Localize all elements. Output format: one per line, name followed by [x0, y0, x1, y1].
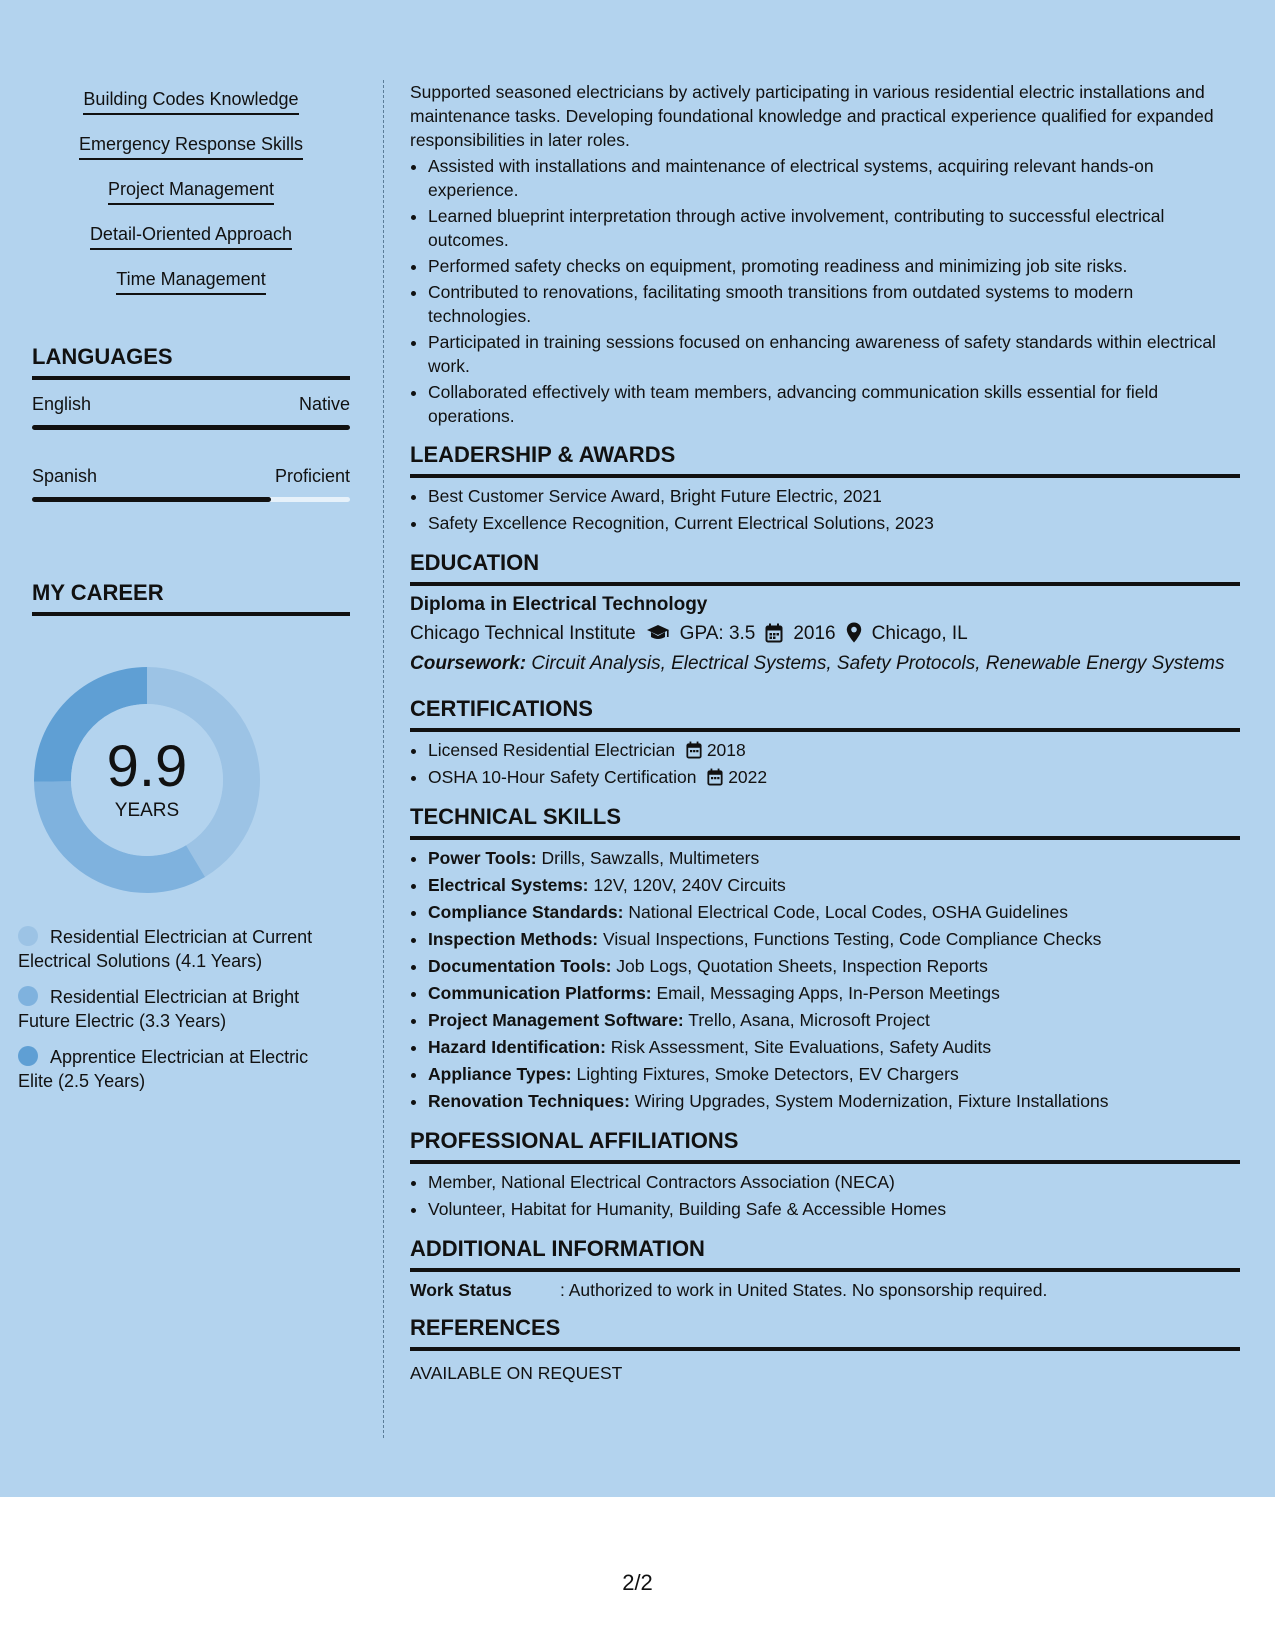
legend-dot-icon — [18, 986, 38, 1006]
experience-bullet: • Learned blueprint interpretation through active involvement, contributing to successful electrical outcomes. — [428, 204, 1240, 252]
left-column — [32, 80, 350, 616]
technical-skill-item — [428, 1089, 1240, 1114]
references-section — [410, 1315, 1240, 1385]
page-number: 2/2 — [622, 1570, 653, 1595]
experience-bullet: • Collaborated effectively with team members, advancing communication skills essential for field operations. — [428, 380, 1240, 428]
technical-skill-item — [428, 846, 1240, 871]
language-name: English — [32, 394, 92, 414]
experience-bullet: • Participated in training sessions focused on enhancing awareness of safety standards within electrical work. — [428, 330, 1240, 378]
location-pin-icon — [846, 622, 862, 646]
technical-skill-item — [428, 1035, 1240, 1060]
education-section — [410, 550, 1240, 676]
legend-dot-icon — [18, 926, 38, 946]
affiliations-section — [410, 1128, 1240, 1222]
technical-skill-item — [428, 1008, 1240, 1033]
technical-skills-section — [410, 804, 1240, 1114]
affiliation-item: • Volunteer, Habitat for Humanity, Building Safe & Accessible Homes — [428, 1197, 1240, 1222]
skill-item: Emergency Response Skills — [79, 133, 303, 160]
affiliations-heading: PROFESSIONAL AFFILIATIONS — [410, 1128, 1240, 1164]
education-gpa: GPA: 3.5 — [679, 623, 756, 644]
affiliation-item: • Member, National Electrical Contractors Association (NECA) — [428, 1170, 1240, 1195]
experience-bullet: • Performed safety checks on equipment, promoting readiness and minimizing job site risks. — [428, 254, 1240, 278]
technical-skill-value: 12V, 120V, 240V Circuits — [588, 875, 786, 895]
calendar-icon — [686, 740, 707, 760]
technical-skill-item — [428, 1062, 1240, 1087]
additional-info-heading: ADDITIONAL INFORMATION — [410, 1236, 1240, 1272]
career-role-label: Residential Electrician at Bright Future Electric (3.3 Years) — [18, 987, 300, 1031]
language-name: Spanish — [32, 466, 98, 486]
technical-skill-label: Communication Platforms: — [428, 983, 652, 1003]
career-years-unit: YEARS — [114, 800, 180, 821]
technical-skill-value: Risk Assessment, Site Evaluations, Safety Audits — [605, 1037, 992, 1057]
work-status-value: : Authorized to work in United States. No sponsorship required. — [560, 1280, 1048, 1300]
education-coursework — [410, 652, 1240, 676]
award-item: • Best Customer Service Award, Bright Future Electric, 2021 — [428, 484, 1240, 509]
experience-bullet: • Contributed to renovations, facilitating smooth transitions from outdated systems to modern technologies. — [428, 280, 1240, 328]
certification-name: Licensed Residential Electrician — [428, 740, 676, 760]
career-section — [32, 580, 350, 616]
technical-skill-label: Project Management Software: — [428, 1010, 684, 1030]
right-column — [410, 80, 1240, 1385]
experience-summary: Supported seasoned electricians by actively participating in various residential electric installations and maintenance tasks. Developing foundational knowledge and practical experience qualified for expanded responsibilities in later roles. — [410, 82, 1214, 150]
languages-section — [32, 344, 350, 502]
career-legend-item — [18, 1045, 328, 1093]
language-level: Proficient — [274, 466, 350, 486]
certification-year: 2018 — [706, 740, 746, 760]
technical-skills-heading: TECHNICAL SKILLS — [410, 804, 1240, 840]
career-total-years: 9.9 — [106, 734, 188, 799]
technical-skill-label: Hazard Identification: — [428, 1037, 606, 1057]
coursework-label: Coursework: — [410, 653, 527, 674]
career-legend-item — [18, 985, 328, 1033]
certification-year: 2022 — [728, 767, 768, 787]
career-role-label: Residential Electrician at Current Electrical Solutions (4.1 Years) — [18, 927, 313, 971]
certification-item — [428, 765, 1240, 790]
technical-skill-value: Drills, Sawzalls, Multimeters — [536, 848, 760, 868]
technical-skill-item — [428, 873, 1240, 898]
technical-skill-label: Electrical Systems: — [428, 875, 589, 895]
calendar-icon — [765, 623, 783, 646]
experience-bullets — [410, 154, 1240, 428]
graduation-cap-icon — [646, 623, 670, 645]
technical-skill-value: National Electrical Code, Local Codes, OSHA Guidelines — [623, 902, 1069, 922]
career-donut-chart — [32, 665, 262, 895]
awards-heading: LEADERSHIP & AWARDS — [410, 442, 1240, 478]
language-proficiency-bar — [32, 497, 350, 502]
language-proficiency-fill — [32, 497, 271, 502]
skills-list — [32, 80, 350, 305]
career-legend-item — [18, 925, 328, 973]
technical-skill-value: Job Logs, Quotation Sheets, Inspection Reports — [611, 956, 988, 976]
technical-skill-label: Documentation Tools: — [428, 956, 612, 976]
technical-skill-value: Wiring Upgrades, System Modernization, Fixture Installations — [629, 1091, 1109, 1111]
work-status-label: Work Status — [410, 1280, 512, 1300]
education-year: 2016 — [793, 623, 836, 644]
technical-skill-value: Lighting Fixtures, Smoke Detectors, EV Chargers — [571, 1064, 959, 1084]
skill-item: Building Codes Knowledge — [83, 88, 298, 115]
calendar-icon — [707, 767, 728, 787]
career-role-label: Apprentice Electrician at Electric Elite (2.5 Years) — [18, 1047, 309, 1091]
certifications-heading: CERTIFICATIONS — [410, 696, 1240, 732]
skill-item: Detail-Oriented Approach — [90, 223, 292, 250]
column-divider — [383, 80, 384, 1438]
work-status-row — [410, 1280, 1240, 1301]
legend-dot-icon — [18, 1046, 38, 1066]
technical-skill-label: Appliance Types: — [428, 1064, 572, 1084]
technical-skill-label: Renovation Techniques: — [428, 1091, 630, 1111]
language-proficiency-fill — [32, 425, 350, 430]
certifications-section — [410, 696, 1240, 790]
language-proficiency-bar — [32, 425, 350, 430]
languages-heading: LANGUAGES — [32, 344, 350, 380]
technical-skill-label: Compliance Standards: — [428, 902, 624, 922]
education-heading: EDUCATION — [410, 550, 1240, 586]
coursework-list: Circuit Analysis, Electrical Systems, Safety Protocols, Renewable Energy Systems — [526, 653, 1225, 674]
technical-skill-item — [428, 981, 1240, 1006]
certification-name: OSHA 10-Hour Safety Certification — [428, 767, 697, 787]
education-school: Chicago Technical Institute — [410, 623, 636, 644]
career-heading: MY CAREER — [32, 580, 350, 616]
education-details — [410, 622, 1240, 646]
technical-skill-value: Email, Messaging Apps, In-Person Meetings — [651, 983, 1000, 1003]
technical-skill-item — [428, 900, 1240, 925]
technical-skill-label: Inspection Methods: — [428, 929, 599, 949]
technical-skill-value: Visual Inspections, Functions Testing, Code Compliance Checks — [598, 929, 1102, 949]
technical-skill-item — [428, 927, 1240, 952]
experience-section — [410, 80, 1240, 428]
technical-skill-label: Power Tools: — [428, 848, 537, 868]
skill-item: Time Management — [116, 268, 265, 295]
references-heading: REFERENCES — [410, 1315, 1240, 1351]
language-row-spanish — [32, 466, 350, 502]
language-row-english — [32, 394, 350, 430]
career-donut-center — [32, 665, 262, 895]
award-item: • Safety Excellence Recognition, Current Electrical Solutions, 2023 — [428, 511, 1240, 536]
education-location: Chicago, IL — [871, 623, 968, 644]
additional-info-section — [410, 1236, 1240, 1301]
language-level: Native — [298, 394, 350, 414]
experience-bullet: • Assisted with installations and maintenance of electrical systems, acquiring relevant hands-on experience. — [428, 154, 1240, 202]
references-value: AVAILABLE ON REQUEST — [410, 1363, 623, 1383]
technical-skill-item — [428, 954, 1240, 979]
education-degree: Diploma in Electrical Technology — [410, 594, 708, 615]
skill-item: Project Management — [108, 178, 274, 205]
technical-skill-value: Trello, Asana, Microsoft Project — [683, 1010, 930, 1030]
awards-section — [410, 442, 1240, 536]
career-legend — [18, 925, 328, 1105]
certification-item — [428, 738, 1240, 763]
